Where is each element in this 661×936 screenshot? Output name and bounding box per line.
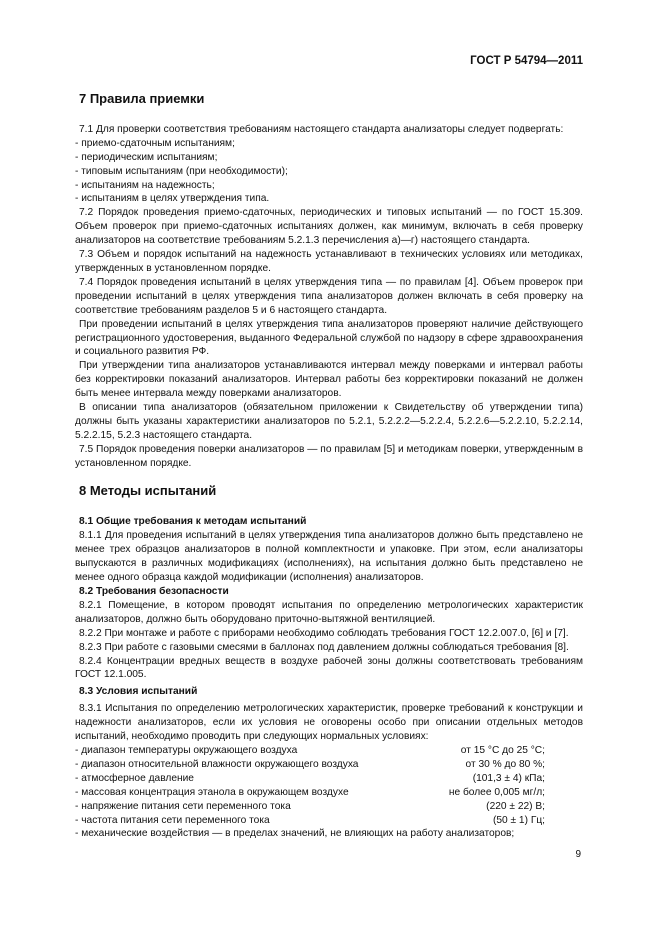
list-item: - периодическим испытаниям; xyxy=(75,151,218,163)
subsection-8-3-title: 8.3 Условия испытаний xyxy=(79,686,198,698)
subsection-8-2-title: 8.2 Требования безопасности xyxy=(79,586,229,597)
paragraph-8-2-4: 8.2.4 Концентрации вредных веществ в воздухе рабочей зоны должны соответствовать требованиям ГОСТ 12.1.005. xyxy=(75,655,583,681)
paragraph-7-4-type-description: В описании типа анализаторов (обязательном приложении к Свидетельству об утверждении типа) должны быть указаны характеристики анализаторов по 5.2.1, 5.2.2.2—5.2.2.4, 5.2.2.6—5.2.2.10, 5.2.2.14, 5.2.2.15, 5.2.3 настоящего стандарта. xyxy=(75,402,583,441)
paragraph-8-3-1: 8.3.1 Испытания по определению метрологических характеристик, проверке требований к конструкции и надежности анализаторов, если их условия не оговорены особо при описании отдельных методов испытаний, необходимо проводить при следующих нормальных условиях: xyxy=(75,703,583,743)
list-item: - приемо-сдаточным испытаниям; xyxy=(75,137,235,149)
paragraph-7-4-intervals: При утверждении типа анализаторов устанавливаются интервал между поверками и интервал работы без корректировки показаний анализаторов. Интервал работы без корректировки показаний не должен быть менее интервала между поверками анализаторов. xyxy=(75,360,583,400)
page-content xyxy=(75,92,583,841)
condition-value: (220 ± 22) В; xyxy=(486,800,545,812)
list-item: - испытаниям на надежность; xyxy=(75,179,215,191)
condition-label: - напряжение питания сети переменного тока xyxy=(75,800,291,812)
paragraph-7-4-registration: При проведении испытаний в целях утверждения типа анализаторов проверяют наличие действующего регистрационного удостоверения, выданного Федеральной службой по надзору в сфере здравоохранения и социального развития РФ. xyxy=(75,318,583,358)
paragraph-7-3: 7.3 Объем и порядок испытаний на надежность устанавливают в технических условиях или методиках, утвержденных в установленном порядке. xyxy=(75,249,583,274)
paragraph-8-2-3: 8.2.3 При работе с газовыми смесями в баллонах под давлением должны соблюдаться требования [8]. xyxy=(79,641,569,653)
paragraph-8-2-2: 8.2.2 При монтаже и работе с приборами необходимо соблюдать требования ГОСТ 12.2.007.0, [6] и [7]. xyxy=(79,627,569,639)
subsection-8-1-title: 8.1 Общие требования к методам испытаний xyxy=(79,516,307,528)
list-item: - типовым испытаниям (при необходимости); xyxy=(75,165,288,177)
paragraph-7-1: 7.1 Для проверки соответствия требованиям настоящего стандарта анализаторы следует подвергать: xyxy=(79,123,564,135)
condition-label: - атмосферное давление xyxy=(75,772,194,784)
acceptance-test-list xyxy=(75,137,583,207)
condition-row xyxy=(75,786,583,800)
list-item: - испытаниям в целях утверждения типа. xyxy=(75,193,270,205)
condition-label: - диапазон относительной влажности окружающего воздуха xyxy=(75,758,359,770)
paragraph-8-2-1: 8.2.1 Помещение, в котором проводят испытания по определению метрологических характеристик анализаторов, должно быть оборудовано приточно-вытяжной вентиляцией. xyxy=(75,599,583,625)
condition-label: - диапазон температуры окружающего воздуха xyxy=(75,744,298,756)
paragraph-7-5: 7.5 Порядок проведения поверки анализаторов — по правилам [5] и методикам поверки, утвержденным в установленном порядке. xyxy=(75,443,583,469)
condition-value: (50 ± 1) Гц; xyxy=(492,814,545,826)
section-8-title: 8 Методы испытаний xyxy=(79,482,217,498)
condition-label: - частота питания сети переменного тока xyxy=(75,814,270,826)
page-number: 9 xyxy=(575,849,581,860)
section-7-title: 7 Правила приемки xyxy=(79,91,205,106)
paragraph-7-2: 7.2 Порядок проведения приемо-сдаточных, периодических и типовых испытаний — по ГОСТ 15.309. Объем проверок при приемо-сдаточных испытаниях должен, как минимум, включать в себя проверку анализаторов на соответствие требованиям 5.2.1.3 перечисления а)—г) настоящего стандарта. xyxy=(75,207,583,247)
condition-row xyxy=(75,744,583,758)
paragraph-8-1-1: 8.1.1 Для проведения испытаний в целях утверждения типа анализаторов должно быть представлено не менее трех образцов анализаторов в полной комплектности и упаковке. При этом, если анализаторы выпускаются в различных модификациях (исполнениях), на испытания должно быть представлено не менее одного образца каждой модификации (исполнения) анализаторов. xyxy=(75,530,583,584)
condition-row xyxy=(75,772,583,786)
condition-row xyxy=(75,814,583,828)
condition-label: - массовая концентрация этанола в окружающем воздухе xyxy=(75,786,349,798)
condition-value: от 30 % до 80 %; xyxy=(465,758,545,770)
normal-conditions-list xyxy=(75,744,583,841)
condition-row xyxy=(75,800,583,814)
condition-value: (101,3 ± 4) кПа; xyxy=(472,772,545,784)
paragraph-7-4: 7.4 Порядок проведения испытаний в целях утверждения типа — по правилам [4]. Объем проверок при проведении испытаний в целях утверждения типа анализаторов должен включать в себя проверку на соответствие требованиям разделов 5 и 6 настоящего стандарта. xyxy=(75,276,583,316)
document-code: ГОСТ Р 54794—2011 xyxy=(470,55,583,67)
condition-mechanical: - механические воздействия — в пределах значений, не влияющих на работу анализаторов; xyxy=(75,828,515,840)
condition-value: не более 0,005 мг/л; xyxy=(448,786,545,798)
condition-value: от 15 °С до 25 °С; xyxy=(460,744,545,756)
condition-row xyxy=(75,758,583,772)
